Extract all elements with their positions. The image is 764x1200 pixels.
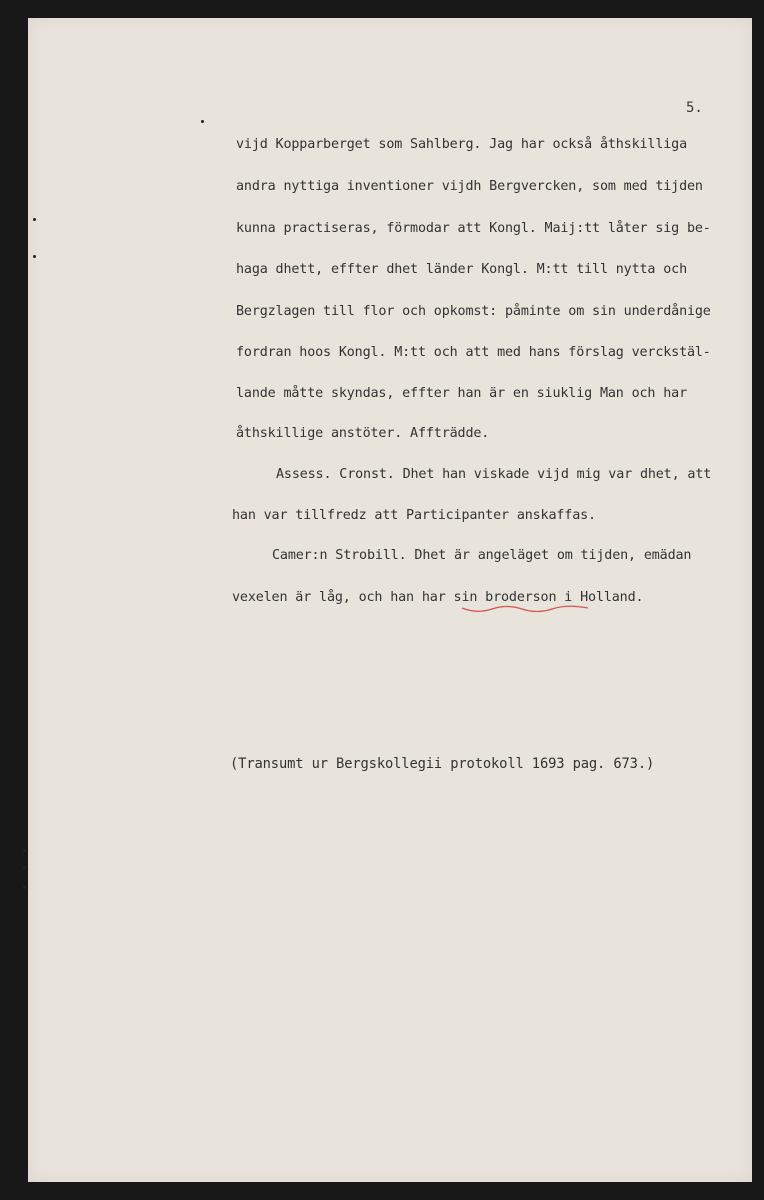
text-line: Assess. Cronst. Dhet han viskade vijd mig var dhet, att [276, 467, 712, 482]
binding-mark [23, 866, 26, 869]
text-line: lande måtte skyndas, effter han är en siuklig Man och har [236, 386, 687, 401]
binding-mark [33, 255, 36, 258]
text-line: vexelen är låg, och han har sin broderson i Holland. [232, 590, 644, 605]
binding-mark [33, 218, 36, 221]
binding-mark [201, 120, 204, 123]
binding-mark [23, 849, 26, 852]
text-line: han var tillfredz att Participanter anskaffas. [232, 508, 596, 523]
binding-mark [23, 886, 26, 889]
text-line: fordran hoos Kongl. M:tt och att med hans förslag verckstäl- [236, 345, 711, 360]
text-line: haga dhett, effter dhet länder Kongl. M:tt till nytta och [236, 262, 687, 277]
text-line: kunna practiseras, förmodar att Kongl. Maij:tt låter sig be- [236, 221, 711, 236]
text-line: åthskillige anstöter. Affträdde. [236, 426, 490, 441]
text-line: andra nyttiga inventioner vijdh Bergvercken, som med tijden [236, 179, 703, 194]
page-number: 5. [686, 100, 703, 116]
text-line: Bergzlagen till flor och opkomst: påminte om sin underdånige [236, 304, 711, 319]
text-line: vijd Kopparberget som Sahlberg. Jag har också åthskilliga [236, 137, 687, 152]
text-line: Camer:n Strobill. Dhet är angeläget om tijden, emädan [272, 548, 692, 563]
source-note: (Transumt ur Bergskollegii protokoll 1693 pag. 673.) [230, 756, 655, 772]
red-wavy-underline [462, 605, 588, 615]
